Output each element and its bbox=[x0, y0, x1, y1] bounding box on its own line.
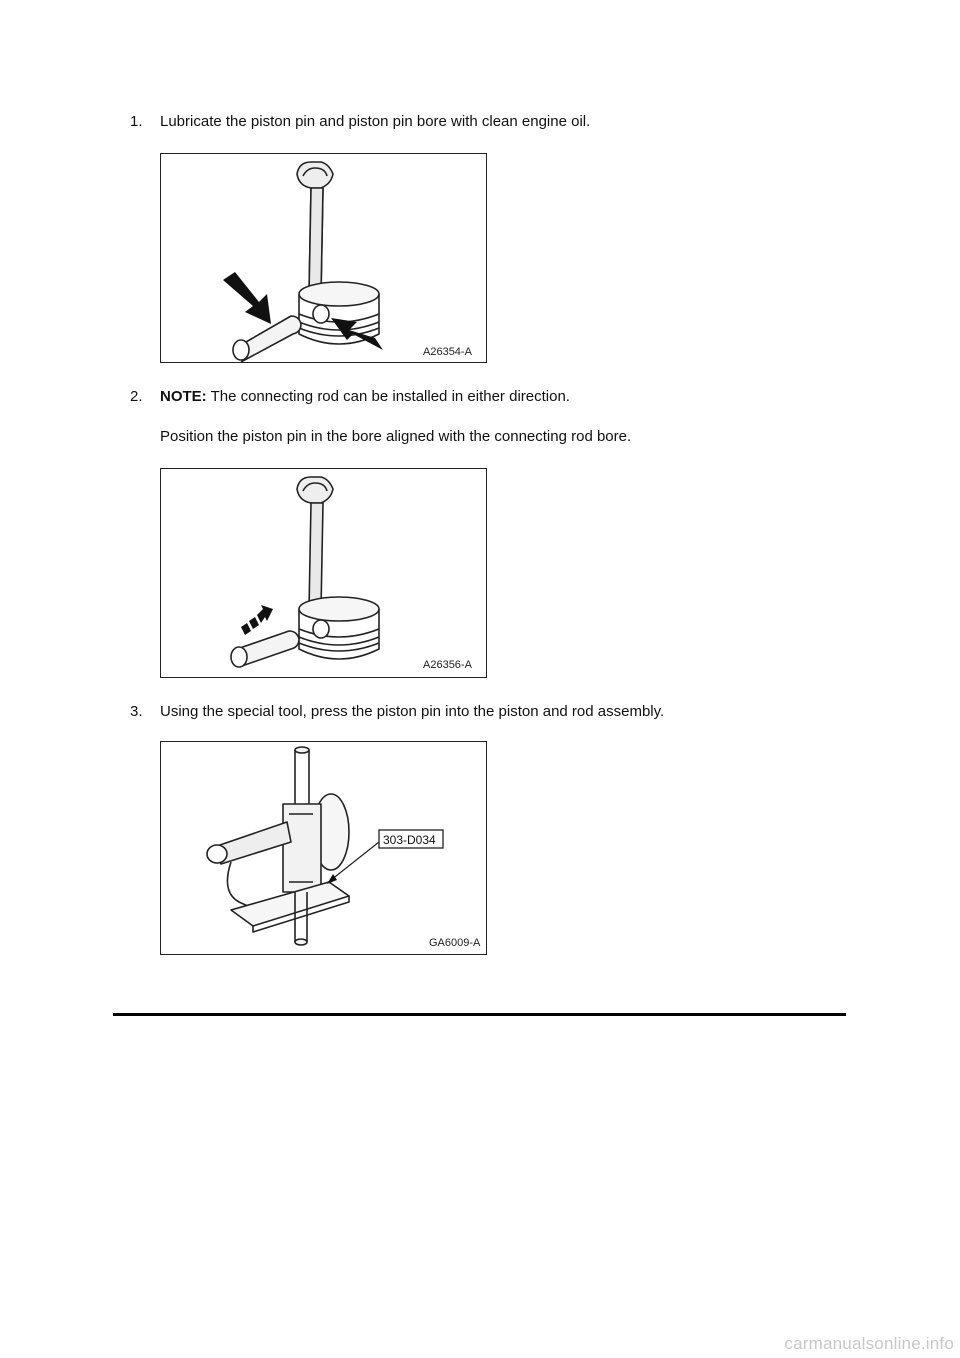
section-divider bbox=[113, 1013, 846, 1016]
note-text: The connecting rod can be installed in either direction. bbox=[210, 388, 570, 405]
step-text: Position the piston pin in the bore aligned with the connecting rod bore. bbox=[160, 428, 632, 445]
step-text: Using the special tool, press the piston pin into the piston and rod assembly. bbox=[160, 703, 665, 720]
note-label: NOTE: bbox=[160, 388, 207, 405]
figure-caption: GA6009-A bbox=[429, 937, 481, 949]
step-number: 1. bbox=[130, 113, 143, 130]
figure-1 bbox=[160, 153, 487, 363]
special-tool-press-illustration bbox=[161, 742, 486, 954]
dashed-arrow-icon bbox=[241, 605, 273, 635]
step-text: Lubricate the piston pin and piston pin bore with clean engine oil. bbox=[160, 113, 591, 130]
step-number: 3. bbox=[130, 703, 143, 720]
figure-caption: A26354-A bbox=[423, 346, 472, 358]
piston-pin-lubrication-illustration bbox=[161, 154, 486, 362]
tool-label: 303-D034 bbox=[383, 833, 436, 847]
watermark: carmanualsonline.info bbox=[784, 1334, 954, 1353]
figure-caption: A26356-A bbox=[423, 659, 472, 671]
step-number: 2. bbox=[130, 388, 143, 405]
note-line bbox=[160, 388, 570, 406]
figure-3 bbox=[160, 741, 487, 955]
arrowhead-icon bbox=[327, 874, 337, 884]
piston-pin-alignment-illustration bbox=[161, 469, 486, 677]
figure-2 bbox=[160, 468, 487, 678]
